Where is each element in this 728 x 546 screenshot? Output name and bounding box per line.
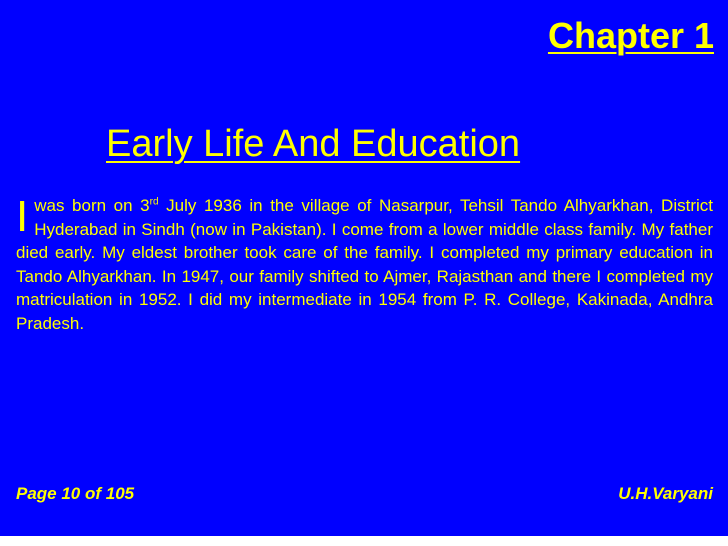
page-number: Page 10 of 105 — [16, 484, 135, 503]
drop-cap: I — [16, 192, 29, 241]
body-text-part2: July 1936 in the village of Nasarpur, Tehsil Tando Alhyarkhan, District Hyderabad in Sindh (now in Pakistan). I come from a lower middle class family. My father died early. My eldest brother took care of the family. I completed my primary education in Tando Alhyarkhan. In 1947, our family shifted to Ajmer, Rajasthan and there I completed my matriculation in 1952. I did my intermediate in 1954 from P. R. College, Kakinada, Andhra Pradesh. — [16, 196, 713, 333]
page-title: Early Life And Education — [106, 123, 521, 165]
chapter-heading: Chapter 1 — [547, 15, 714, 56]
author-name: U.H.Varyani — [618, 484, 713, 503]
body-text-part1: was born on 3 — [34, 196, 150, 215]
ordinal-suffix: rd — [149, 196, 159, 208]
body-paragraph — [16, 194, 713, 335]
